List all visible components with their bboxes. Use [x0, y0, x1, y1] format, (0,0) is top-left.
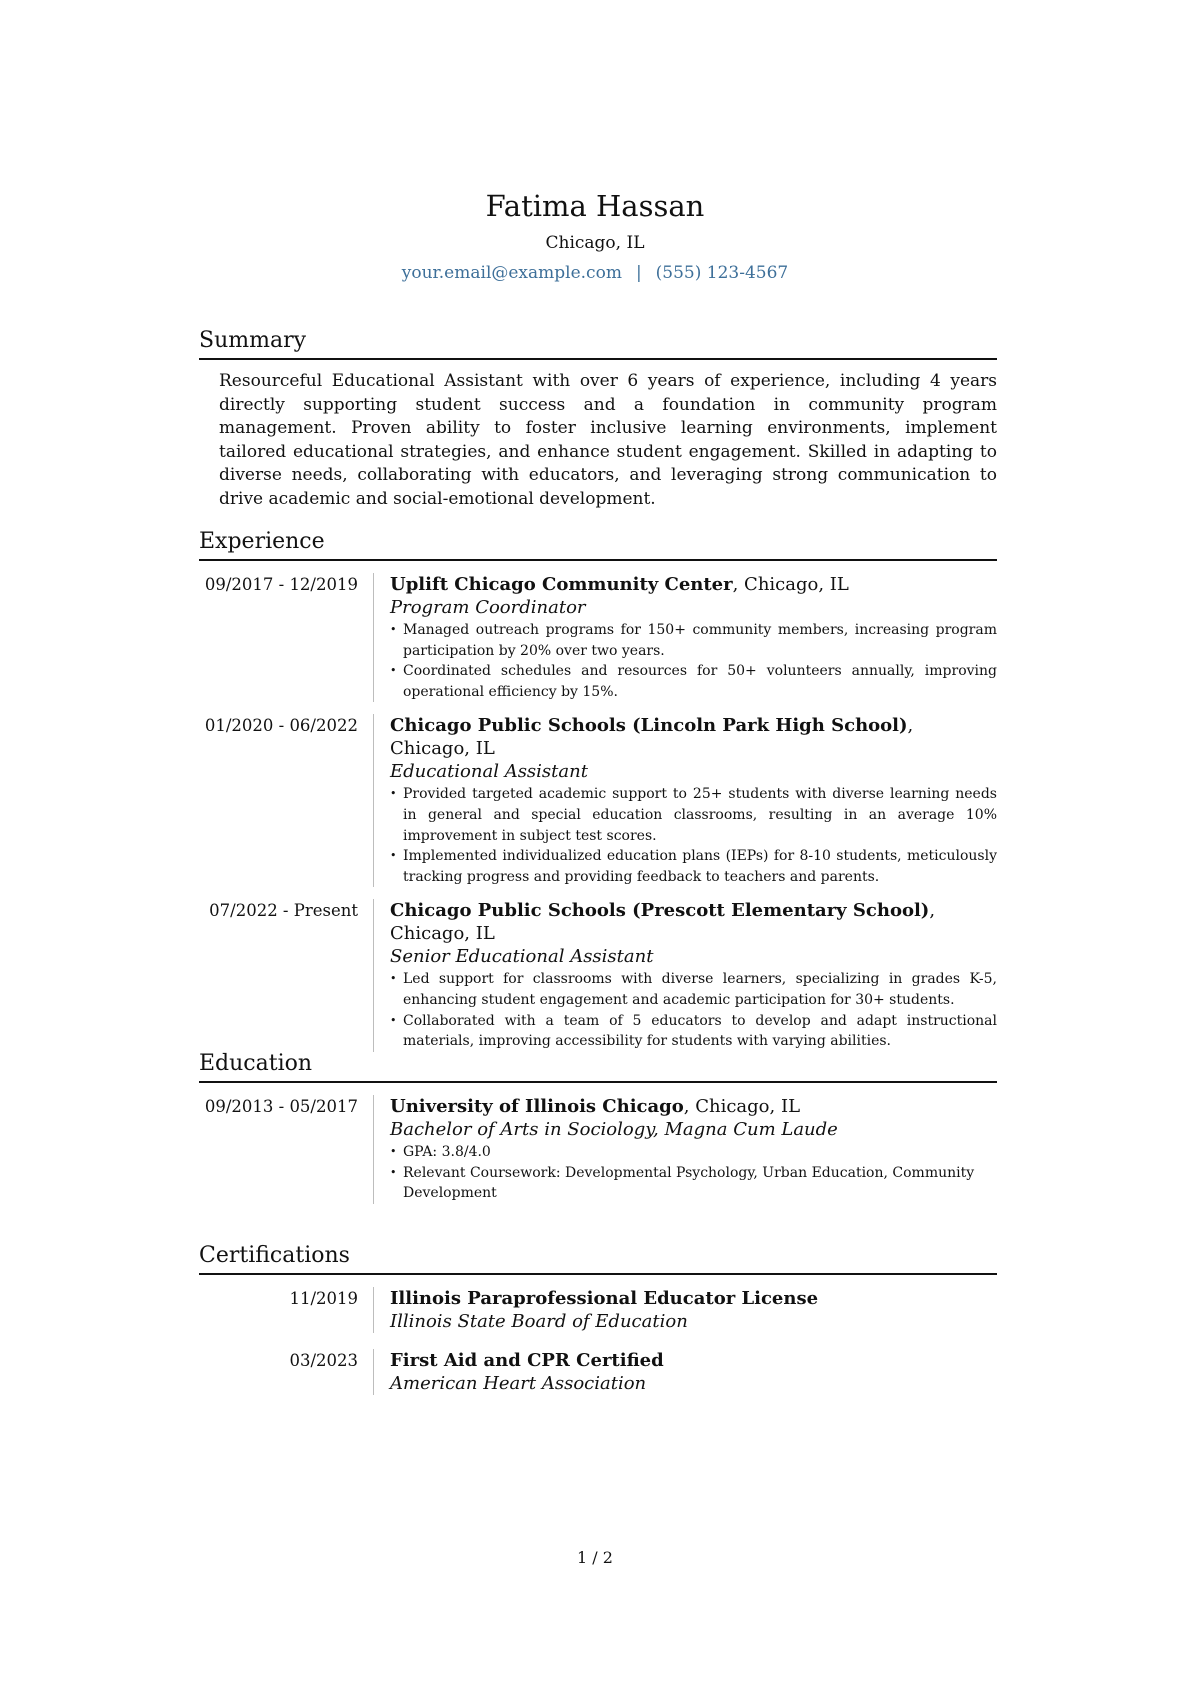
- education-section: [199, 1049, 997, 1204]
- certification-entry: [199, 1287, 997, 1333]
- entry-title: [390, 899, 997, 945]
- entry-body: [374, 1287, 997, 1333]
- experience-section: [199, 527, 997, 1052]
- entry-bullets: [390, 784, 997, 887]
- summary-section: [199, 326, 997, 511]
- section-title-summary: Summary: [199, 326, 997, 360]
- bullet-item: • Relevant Coursework: Developmental Psychology, Urban Education, Community Development: [390, 1163, 997, 1204]
- section-title-experience: Experience: [199, 527, 997, 561]
- entry-date: 07/2022 - Present: [199, 899, 374, 1051]
- entry-place: , Chicago, IL: [683, 1096, 801, 1117]
- entry-role: Senior Educational Assistant: [390, 946, 654, 968]
- entry-body: [374, 573, 997, 702]
- bullet-item: • Collaborated with a team of 5 educators to develop and adapt instructional materials, improving accessibility for students with varying abilities.: [390, 1011, 997, 1052]
- education-entry: [199, 1095, 997, 1204]
- certification-issuer: Illinois State Board of Education: [390, 1311, 688, 1332]
- bullet-item: • Provided targeted academic support to 25+ students with diverse learning needs in general and special education classrooms, resulting in an average 10% improvement in subject test scores.: [390, 784, 997, 846]
- entry-title: [390, 1287, 997, 1310]
- entry-place: , Chicago, IL: [390, 900, 936, 945]
- entry-body: [374, 899, 997, 1051]
- entry-place: , Chicago, IL: [390, 715, 914, 760]
- certification-entry: [199, 1349, 997, 1395]
- certifications-section: [199, 1241, 997, 1395]
- phone-link[interactable]: (555) 123-4567: [655, 263, 789, 283]
- experience-entries: [199, 573, 997, 1052]
- entry-date: 01/2020 - 06/2022: [199, 714, 374, 887]
- entry-organization: Chicago Public Schools (Prescott Elementary School): [390, 900, 930, 922]
- certification-name: Illinois Paraprofessional Educator License: [390, 1288, 819, 1309]
- certification-name: First Aid and CPR Certified: [390, 1350, 664, 1371]
- entry-date: 03/2023: [199, 1349, 374, 1395]
- bullet-item: • Coordinated schedules and resources for 50+ volunteers annually, improving operational efficiency by 15%.: [390, 661, 997, 702]
- entry-date: 09/2013 - 05/2017: [199, 1095, 374, 1204]
- contact-separator: |: [635, 263, 642, 283]
- candidate-location: Chicago, IL: [545, 233, 645, 253]
- certification-entries: [199, 1287, 997, 1395]
- entry-organization: Uplift Chicago Community Center: [390, 574, 733, 595]
- entry-bullets: [390, 1142, 997, 1204]
- entry-place: , Chicago, IL: [732, 574, 849, 595]
- certification-issuer: American Heart Association: [390, 1373, 647, 1394]
- entry-degree: Bachelor of Arts in Sociology, Magna Cum Laude: [390, 1119, 838, 1140]
- entry-role: Educational Assistant: [390, 761, 588, 783]
- experience-entry: [199, 899, 997, 1051]
- page-indicator: 1 / 2: [577, 1548, 613, 1567]
- entry-role: Program Coordinator: [390, 597, 586, 618]
- entry-organization: University of Illinois Chicago: [390, 1096, 684, 1117]
- bullet-item: • Led support for classrooms with diverse learners, specializing in grades K-5, enhancing student engagement and academic participation for 30+ students.: [390, 969, 997, 1010]
- entry-title: [390, 573, 997, 596]
- entry-date: 09/2017 - 12/2019: [199, 573, 374, 702]
- entry-bullets: [390, 620, 997, 702]
- entry-body: [374, 1095, 997, 1204]
- entry-title: [390, 1349, 997, 1372]
- entry-bullets: [390, 969, 997, 1051]
- education-entries: [199, 1095, 997, 1204]
- resume-header: [0, 188, 1190, 286]
- entry-title: [390, 714, 997, 760]
- email-link[interactable]: your.email@example.com: [401, 263, 622, 283]
- bullet-item: • Implemented individualized education plans (IEPs) for 8-10 students, meticulously tracking progress and providing feedback to teachers and parents.: [390, 846, 997, 887]
- experience-entry: [199, 573, 997, 702]
- bullet-item: • GPA: 3.8/4.0: [390, 1142, 997, 1163]
- contact-line: [0, 260, 1190, 286]
- summary-text: Resourceful Educational Assistant with over 6 years of experience, including 4 years directly supporting student success and a foundation in community program management. Proven ability to foster inclusive learning environments, implement tailored educational strategies, and enhance student engagement. Skilled in adapting to diverse needs, collaborating with educators, and leveraging strong communication to drive academic and social-emotional development.: [219, 371, 997, 509]
- bullet-item: • Managed outreach programs for 150+ community members, increasing program participation by 20% over two years.: [390, 620, 997, 661]
- candidate-name: Fatima Hassan: [485, 189, 705, 223]
- entry-body: [374, 714, 997, 887]
- section-title-education: Education: [199, 1049, 997, 1083]
- entry-title: [390, 1095, 997, 1118]
- entry-organization: Chicago Public Schools (Lincoln Park High School): [390, 715, 908, 737]
- experience-entry: [199, 714, 997, 887]
- section-title-certifications: Certifications: [199, 1241, 997, 1275]
- entry-body: [374, 1349, 997, 1395]
- entry-date: 11/2019: [199, 1287, 374, 1333]
